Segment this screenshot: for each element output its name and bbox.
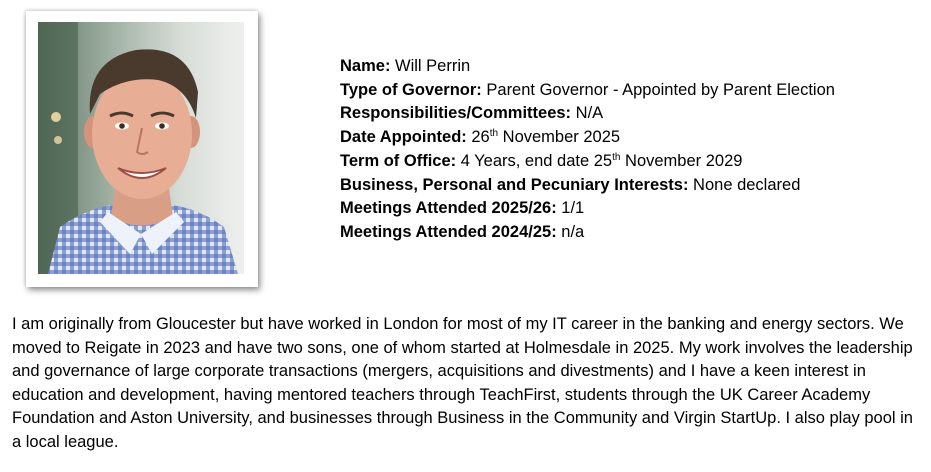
name-row: [340, 55, 835, 79]
interests-label: Business, Personal and Pecuniary Interests:: [340, 175, 689, 194]
date-appointed-label: Date Appointed:: [340, 128, 467, 147]
name-label: Name:: [340, 57, 391, 75]
responsibilities-value: N/A: [571, 104, 604, 123]
interests-row: [340, 174, 835, 198]
governor-type-value: Parent Governor - Appointed by Parent Election: [481, 80, 835, 99]
name-value: Will Perrin: [390, 57, 471, 75]
meetings-2025-row: [340, 197, 835, 221]
term-of-office-row: [340, 150, 835, 174]
interests-value: None declared: [688, 175, 801, 194]
date-appointed-row: [340, 126, 835, 150]
governor-details: [340, 55, 835, 245]
meetings-2024-row: [340, 221, 835, 245]
date-appointed-suffix: th: [489, 128, 499, 140]
responsibilities-row: [340, 102, 835, 126]
term-end-suffix: th: [612, 151, 621, 163]
governor-type-row: [340, 79, 835, 103]
meetings-2025-value: 1/1: [556, 199, 585, 218]
portrait-photo: [38, 22, 244, 274]
term-end-month-year: November 2029: [620, 151, 743, 170]
meetings-2025-label: Meetings Attended 2025/26:: [340, 199, 557, 218]
date-appointed-day: 26: [466, 128, 490, 147]
responsibilities-label: Responsibilities/Committees:: [340, 104, 572, 123]
term-of-office-label: Term of Office:: [340, 151, 457, 170]
date-appointed-month-year: November 2025: [498, 128, 621, 147]
portrait-illustration: [38, 22, 244, 274]
governor-type-label: Type of Governor:: [340, 80, 482, 99]
meetings-2024-value: n/a: [556, 222, 585, 241]
meetings-2024-label: Meetings Attended 2024/25:: [340, 222, 557, 241]
term-of-office-value: 4 Years, end date 25: [456, 151, 613, 170]
biography-paragraph: I am originally from Gloucester but have worked in London for most of my IT career in the banking and energy sectors. We moved to Reigate in 2023 and have two sons, one of whom started at Holmesdale in 2025. My work involves the leadership and governance of large corporate transactions (mergers, acquisitions and divestments) and I have a keen interest in education and development, having mentored teachers through TeachFirst, students through the UK Career Academy Foundation and Aston University, and businesses through Business in the Community and Virgin StartUp. I also play pool in a local league.: [12, 315, 913, 451]
portrait-frame: [26, 11, 258, 287]
